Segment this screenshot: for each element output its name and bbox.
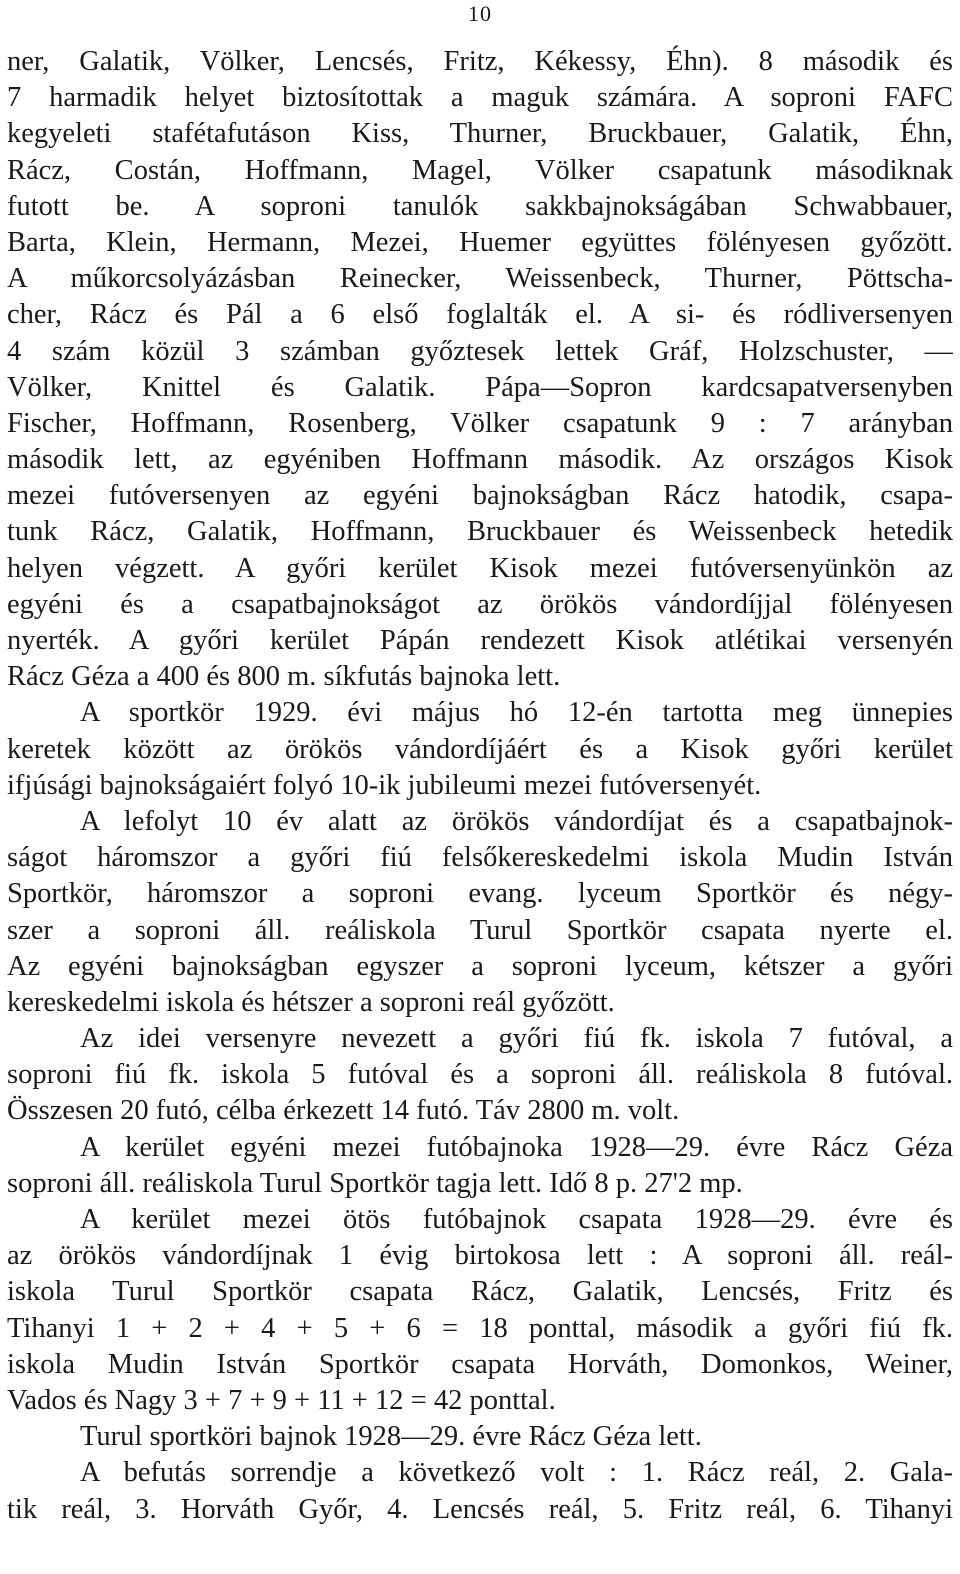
text-line: Az egyéni bajnokságban egyszer a soproni lyceum, kétszer a győri [7,950,953,982]
text-line: iskola Turul Sportkör csapata Rácz, Galatik, Lencsés, Fritz és [7,1276,953,1308]
text-line: mezei futóversenyen az egyéni bajnokságban Rácz hatodik, csapa- [7,480,953,512]
text-line: Összesen 20 futó, célba érkezett 14 futó. Táv 2800 m. volt. [7,1095,680,1127]
text-line: helyen végzett. A győri kerület Kisok mezei futóversenyünkön az [7,552,953,584]
text-line: Vados és Nagy 3 + 7 + 9 + 11 + 12 = 42 ponttal. [7,1384,556,1416]
text-line: A sportkör 1929. évi május hó 12-én tartotta meg ünnepies [80,697,953,729]
text-line: A műkorcsolyázásban Reinecker, Weissenbeck, Thurner, Pöttscha- [7,263,953,295]
body-text [7,44,953,1528]
text-line: futott be. A soproni tanulók sakkbajnokságában Schwabbauer, [7,190,953,222]
text-line: A kerület mezei ötös futóbajnok csapata 1928—29. évre és [80,1204,953,1235]
text-line: soproni fiú fk. iskola 5 futóval és a soproni áll. reáliskola 8 futóval. [7,1059,953,1091]
text-line: Turul sportköri bajnok 1928—29. évre Rácz Géza lett. [80,1421,702,1453]
text-line: Völker, Knittel és Galatik. Pápa—Sopron kardcsapatversenyben [7,371,953,403]
text-line: ner, Galatik, Völker, Lencsés, Fritz, Kékessy, Éhn). 8 második és [7,46,953,77]
text-line: második lett, az egyéniben Hoffmann második. Az országos Kisok [7,444,953,476]
text-line: kegyeleti stafétafutáson Kiss, Thurner, Bruckbauer, Galatik, Éhn, [7,118,953,150]
text-line: Az idei versenyre nevezett a győri fiú fk. iskola 7 futóval, a [80,1023,953,1055]
text-line: ifjúsági bajnokságaiért folyó 10-ik jubileumi mezei futóversenyét. [7,769,762,801]
text-line: Rácz Géza a 400 és 800 m. síkfutás bajnoka lett. [7,661,561,693]
text-line: A kerület egyéni mezei futóbajnoka 1928—29. évre Rácz Géza [80,1131,953,1163]
text-line: iskola Mudin István Sportkör csapata Horváth, Domonkos, Weiner, [7,1348,953,1380]
text-line: Tihanyi 1 + 2 + 4 + 5 + 6 = 18 ponttal, második a győri fiú fk. [7,1312,953,1344]
page-number: 10 [468,1,492,26]
text-line: 7 harmadik helyet biztosítottak a maguk számára. A soproni FAFC [7,82,953,114]
text-line: cher, Rácz és Pál a 6 első foglalták el. A si- és ródliversenyen [7,299,953,331]
text-line: Fischer, Hoffmann, Rosenberg, Völker csapatunk 9 : 7 arányban [7,407,953,439]
text-line: egyéni és a csapatbajnokságot az örökös vándordíjjal fölényesen [7,588,953,620]
text-line: A befutás sorrendje a következő volt : 1. Rácz reál, 2. Gala- [80,1457,953,1489]
text-line: soproni áll. reáliskola Turul Sportkör tagja lett. Idő 8 p. 27'2 mp. [7,1167,743,1199]
text-line: ságot háromszor a győri fiú felsőkereskedelmi iskola Mudin István [7,842,953,874]
text-line: tik reál, 3. Horváth Győr, 4. Lencsés reál, 5. Fritz reál, 6. Tihanyi [7,1493,953,1525]
text-line: Sportkör, háromszor a soproni evang. lyceum Sportkör és négy- [7,878,953,910]
text-line: szer a soproni áll. reáliskola Turul Sportkör csapata nyerte el. [7,914,953,946]
text-line: nyerték. A győri kerület Pápán rendezett Kisok atlétikai versenyén [7,625,953,656]
text-line: 4 szám közül 3 számban győztesek lettek Gráf, Holzschuster, — [7,335,953,367]
text-line: Rácz, Costán, Hoffmann, Magel, Völker csapatunk másodiknak [7,154,953,186]
text-line: keretek között az örökös vándordíjáért és a Kisok győri kerület [7,733,953,765]
text-line: A lefolyt 10 év alatt az örökös vándordíjat és a csapatbajnok- [80,805,953,837]
text-line: Barta, Klein, Hermann, Mezei, Huemer együttes fölényesen győzött. [7,226,953,258]
text-line: tunk Rácz, Galatik, Hoffmann, Bruckbauer és Weissenbeck hetedik [7,516,953,548]
text-line: kereskedelmi iskola és hétszer a soproni reál győzött. [7,986,615,1018]
text-line: az örökös vándordíjnak 1 évig birtokosa lett : A soproni áll. reál- [7,1240,953,1272]
